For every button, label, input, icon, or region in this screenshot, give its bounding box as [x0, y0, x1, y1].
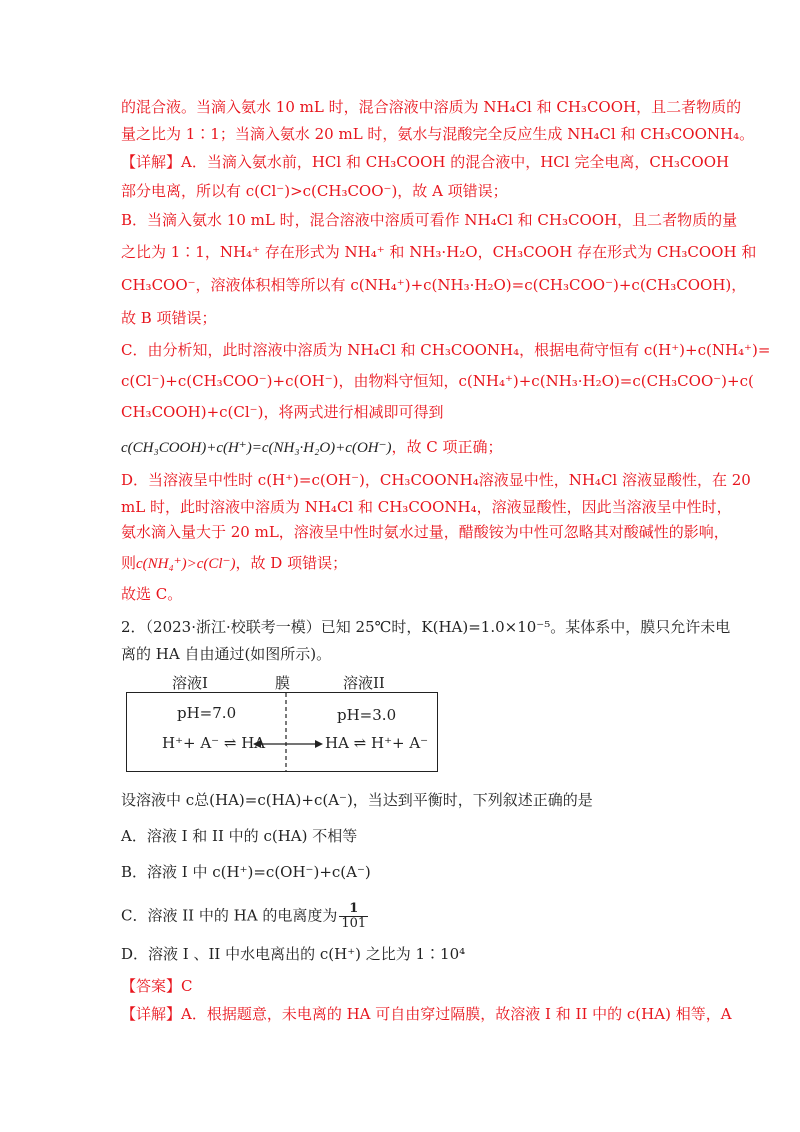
text-line-12-tail: ，故 C 项正确；	[391, 438, 503, 456]
answer-label: 【答案】C	[121, 977, 193, 995]
arrow-head-right	[315, 740, 323, 748]
text-line-9: C．由分析知，此时溶液中溶质为 NH₄Cl 和 CH₃COONH₄，根据电荷守恒有 c(H⁺)+c(NH₄⁺)=	[121, 341, 771, 359]
question-2-stem: 设溶液中 c总(HA)=c(HA)+c(A⁻)，当达到平衡时，下列叙述正确的是	[121, 791, 593, 809]
ionization-fraction	[339, 902, 368, 931]
equilibrium-left: H⁺+ A⁻ ⇌ HA	[162, 734, 266, 752]
question-2-line-2: 离的 HA 自由通过(如图所示)。	[121, 645, 332, 663]
text-line-12	[121, 437, 503, 458]
option-c-text: C．溶液 II 中的 HA 的电离度为	[121, 906, 338, 925]
question-2-line-1: 2．（2023·浙江·校联考一模）已知 25℃时，K(HA)=1.0×10⁻⁵。某体系中，膜只允许未电	[121, 618, 731, 636]
text-line-13: D．当溶液呈中性时 c(H⁺)=c(OH⁻)，CH₃COONH₄溶液显中性，NH₄Cl 溶液显酸性，在 20	[121, 471, 751, 489]
text-line-16	[121, 553, 347, 574]
diagram-label-left: 溶液I	[172, 674, 208, 692]
fraction-numerator: 1	[339, 902, 368, 917]
text-line-3: 【详解】A．当滴入氨水前，HCl 和 CH₃COOH 的混合液中，HCl 完全电离，CH₃COOH	[121, 153, 730, 171]
text-line-10: c(Cl⁻)+c(CH₃COO⁻)+c(OH⁻)，由物料守恒知，c(NH₄⁺)+c(NH₃·H₂O)=c(CH₃COO⁻)+c(	[121, 372, 754, 390]
text-line-16-head: 则	[121, 554, 137, 572]
diagram-label-membrane: 膜	[275, 674, 291, 692]
ph-left: pH=7.0	[177, 704, 237, 722]
text-line-15: 氨水滴入量大于 20 mL，溶液呈中性时氨水过量，醋酸铵为中性可忽略其对酸碱性的影响，	[121, 523, 729, 541]
text-line-2: 量之比为 1∶1；当滴入氨水 20 mL 时，氨水与混酸完全反应生成 NH₄Cl 和 CH₃COONH₄。	[121, 125, 755, 143]
membrane-diagram	[126, 692, 438, 772]
fraction-denominator: 101	[341, 916, 367, 931]
text-line-1: 的混合液。当滴入氨水 10 mL 时，混合溶液中溶质为 NH₄Cl 和 CH₃COOH，且二者物质的	[121, 98, 742, 116]
text-line-16-tail: ，故 D 项错误；	[235, 554, 348, 572]
diagram-label-right: 溶液II	[343, 674, 385, 692]
option-b: B．溶液 I 中 c(H⁺)=c(OH⁻)+c(A⁻)	[121, 863, 371, 881]
text-line-7: CH₃COO⁻，溶液体积相等所以有 c(NH₄⁺)+c(NH₃·H₂O)=c(CH₃COO⁻)+c(CH₃COOH)，	[121, 276, 747, 294]
text-line-17: 故选 C。	[121, 585, 183, 603]
text-line-14: mL 时，此时溶液中溶质为 NH₄Cl 和 CH₃COONH₄，溶液显酸性，因此当溶液呈中性时，	[121, 498, 732, 516]
option-d: D．溶液 I 、II 中水电离出的 c(H⁺) 之比为 1∶10⁴	[121, 945, 466, 963]
detail-line: 【详解】A．根据题意，未电离的 HA 可自由穿过隔膜，故溶液 I 和 II 中的 c(HA) 相等，A	[121, 1005, 732, 1023]
formula-c: c(CH₃COOH)+c(H⁺)=c(NH₃·H₂O)+c(OH⁻)	[121, 440, 392, 456]
option-a: A．溶液 I 和 II 中的 c(HA) 不相等	[121, 827, 358, 845]
option-c	[121, 902, 370, 931]
text-line-11: CH₃COOH)+c(Cl⁻)，将两式进行相减即可得到	[121, 403, 444, 421]
text-line-5: B．当滴入氨水 10 mL 时，混合溶液中溶质可看作 NH₄Cl 和 CH₃COOH，且二者物质的量	[121, 211, 738, 229]
ph-right: pH=3.0	[337, 706, 397, 724]
text-line-4: 部分电离，所以有 c(Cl⁻)>c(CH₃COO⁻)，故 A 项错误；	[121, 182, 508, 200]
equilibrium-right: HA ⇌ H⁺+ A⁻	[325, 734, 429, 752]
text-line-6: 之比为 1∶1，NH₄⁺ 存在形式为 NH₄⁺ 和 NH₃·H₂O，CH₃COOH 存在形式为 CH₃COOH 和	[121, 243, 757, 261]
text-line-8: 故 B 项错误；	[121, 309, 217, 327]
diagram-lines	[127, 693, 437, 771]
formula-d: c(NH₄⁺)>c(Cl⁻)	[136, 556, 236, 572]
